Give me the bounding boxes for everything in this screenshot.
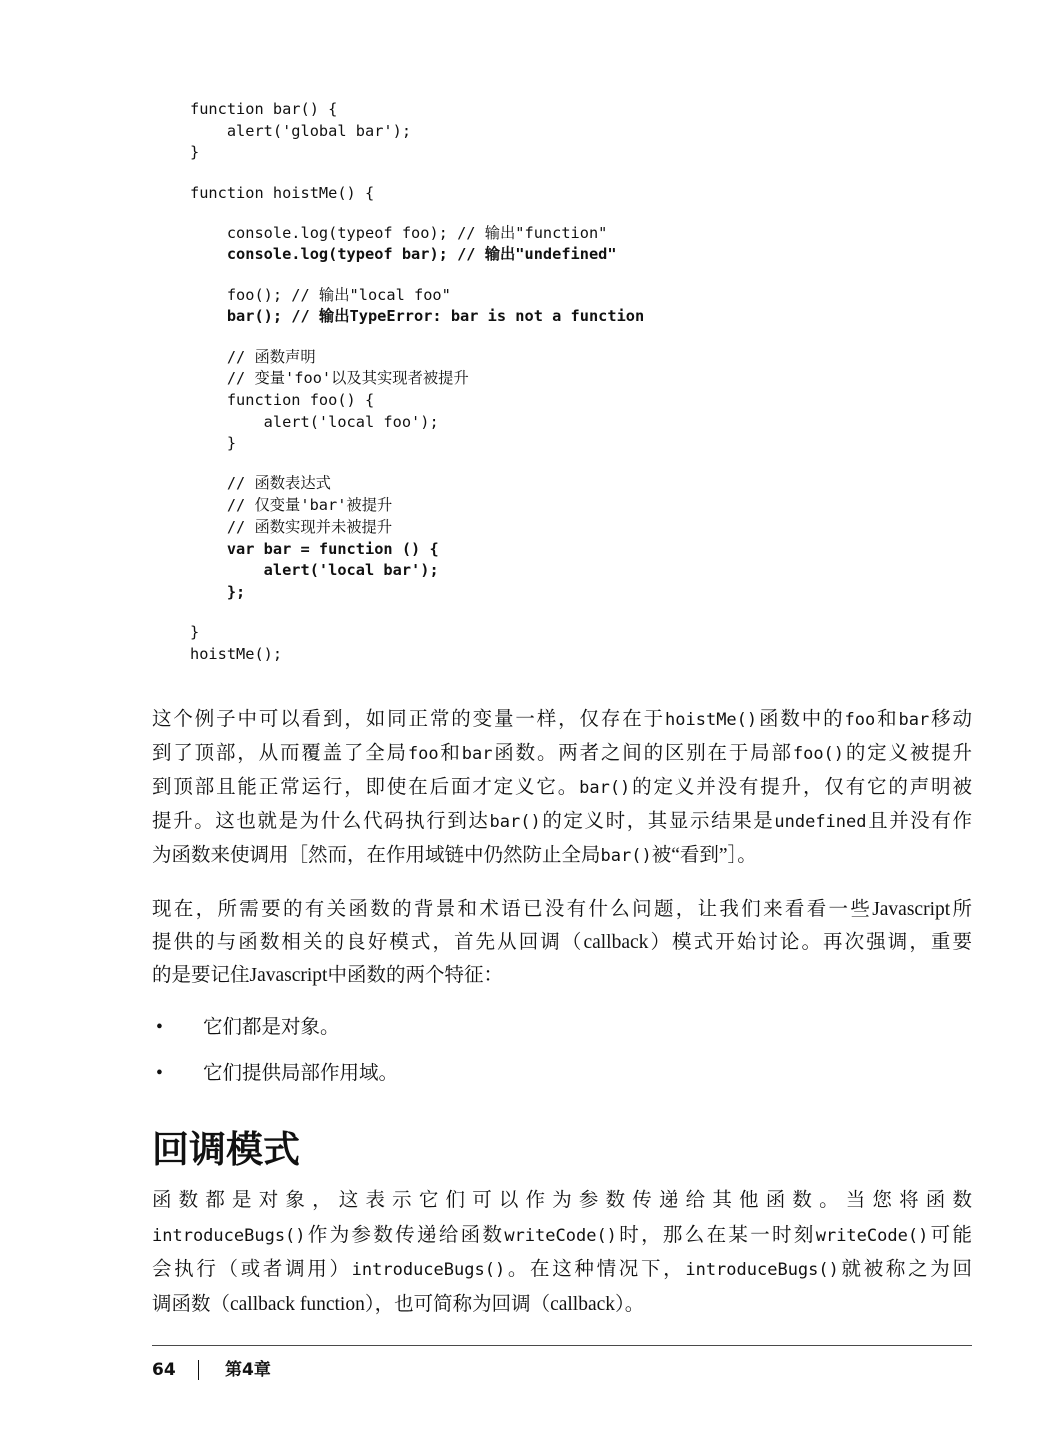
callback-paragraph (152, 1184, 972, 1322)
feature-item (152, 1011, 972, 1045)
code-block (190, 183, 950, 205)
paragraph-line (152, 1184, 972, 1219)
transition-paragraph (152, 893, 972, 992)
code-line: var bar = function () { (190, 539, 439, 558)
feature-item (152, 1057, 972, 1091)
bullet: • (156, 1063, 163, 1084)
text-run: 到顶部且能正常运行，即使在后面才定义它。 (152, 777, 580, 798)
code-line: // 函数声明 (190, 347, 316, 366)
inline-code: introduceBugs() (152, 1225, 306, 1246)
code-block (190, 285, 950, 328)
text-run: 被“看到”］。 (651, 845, 757, 866)
inline-code: bar() (579, 778, 631, 798)
paragraph-line (152, 1253, 972, 1288)
text-run: 的是要记住Javascript中函数的两个特征： (152, 965, 503, 986)
feature-text: 它们都是对象。 (203, 1017, 340, 1038)
text-run: 和 (438, 743, 462, 764)
explanation-paragraph (152, 703, 972, 873)
text-run: 到了顶部，从而覆盖了全局 (152, 743, 408, 764)
text-run: 的定义并没有提升，仅有它的声明被 (630, 777, 972, 798)
inline-code: introduceBugs() (685, 1260, 839, 1280)
code-line: // 函数实现并未被提升 (190, 517, 393, 536)
text-run: 函数。两者之间的区别在于局部 (492, 743, 793, 764)
paragraph-line (152, 926, 972, 959)
inline-code: introduceBugs() (351, 1260, 506, 1280)
feature-text: 它们提供局部作用域。 (203, 1063, 399, 1084)
bullet: • (156, 1017, 163, 1038)
paragraph-line (152, 1288, 972, 1323)
paragraph-line (152, 1219, 972, 1254)
text-run: 的定义被提升 (844, 743, 972, 764)
code-line: function bar() { (190, 100, 338, 118)
text-run: 就被称之为回 (838, 1259, 972, 1280)
code-line: // 仅变量'bar'被提升 (190, 496, 393, 515)
inline-code: hoistMe() (665, 710, 758, 730)
inline-code: undefined (774, 812, 867, 832)
text-run: 函数中的 (757, 709, 845, 730)
text-run: 函数都是对象，这表示它们可以作为参数传递给其他函数。当您将函数 (152, 1190, 972, 1211)
text-run: 和 (875, 709, 899, 730)
feature-list (152, 1011, 972, 1091)
inline-code: foo() (792, 744, 845, 764)
text-run: 提升。这也就是为什么代码执行到达 (152, 811, 490, 832)
inline-code: foo (844, 710, 876, 730)
paragraph-line (152, 703, 972, 737)
code-line: alert('local bar'); (190, 561, 439, 580)
text-run: 会执行（或者调用） (152, 1259, 352, 1280)
code-line: foo(); // 输出"local foo" (190, 285, 451, 304)
text-run: 提供的与函数相关的良好模式，首先从回调（callback）模式开始讨论。再次强调，重要 (152, 932, 972, 953)
inline-code: bar() (600, 846, 652, 866)
code-line: function hoistMe() { (190, 183, 375, 202)
code-line: } (190, 143, 200, 162)
text-run: 移动 (929, 709, 972, 730)
text-run: 时，那么在某一时刻 (616, 1224, 816, 1246)
inline-code: bar (461, 744, 493, 764)
text-run: 现在，所需要的有关函数的背景和术语已没有什么问题，让我们来看看一些Javascript所 (152, 899, 972, 920)
text-run: 的定义时，其显示结果是 (540, 811, 775, 832)
inline-code: bar() (489, 812, 541, 832)
text-run: 调函数（callback function），也可简称为回调（callback）。 (152, 1293, 645, 1315)
inline-code: writeCode() (815, 1225, 929, 1246)
section-heading: 回调模式 (152, 1128, 300, 1171)
page-number: 64 (152, 1360, 176, 1380)
code-block (190, 622, 950, 665)
inline-code: foo (407, 744, 439, 764)
code-block (190, 347, 950, 455)
code-line: hoistMe(); (190, 644, 283, 663)
code-line: console.log(typeof foo); // 输出"function" (190, 223, 608, 242)
code-line: // 变量'foo'以及其实现者被提升 (190, 369, 469, 388)
code-block (190, 223, 950, 266)
inline-code: writeCode() (504, 1225, 617, 1246)
code-line: alert('local foo'); (190, 412, 439, 431)
text-run: 。在这种情况下， (505, 1259, 686, 1280)
paragraph-line (152, 839, 972, 873)
paragraph-line (152, 805, 972, 839)
code-block (190, 473, 950, 603)
footer-rule (152, 1345, 972, 1346)
code-line: }; (190, 582, 246, 601)
code-line: } (190, 434, 237, 453)
paragraph-line (152, 737, 972, 771)
text-run: 且并没有作 (866, 811, 972, 832)
code-line: } (190, 623, 200, 642)
chapter-label: 第4章 (225, 1360, 271, 1380)
footer-separator (198, 1360, 199, 1380)
code-line: function foo() { (190, 390, 375, 409)
text-run: 作为参数传递给函数 (305, 1224, 505, 1246)
text-run: 可能 (928, 1224, 972, 1246)
code-line: // 函数表达式 (190, 474, 331, 493)
paragraph-line (152, 771, 972, 805)
code-line: bar(); // 输出TypeError: bar is not a function (190, 307, 645, 326)
code-line: console.log(typeof bar); // 输出"undefined" (190, 245, 617, 264)
paragraph-line (152, 893, 972, 926)
code-line: alert('global bar'); (190, 121, 412, 140)
code-listing (190, 99, 950, 665)
code-block (190, 99, 950, 164)
text-run: 为函数来使调用［然而，在作用域链中仍然防止全局 (152, 845, 601, 866)
inline-code: bar (898, 710, 930, 730)
text-run: 这个例子中可以看到，如同正常的变量一样，仅存在于 (152, 709, 666, 730)
paragraph-line (152, 959, 972, 992)
footer (152, 1358, 452, 1382)
